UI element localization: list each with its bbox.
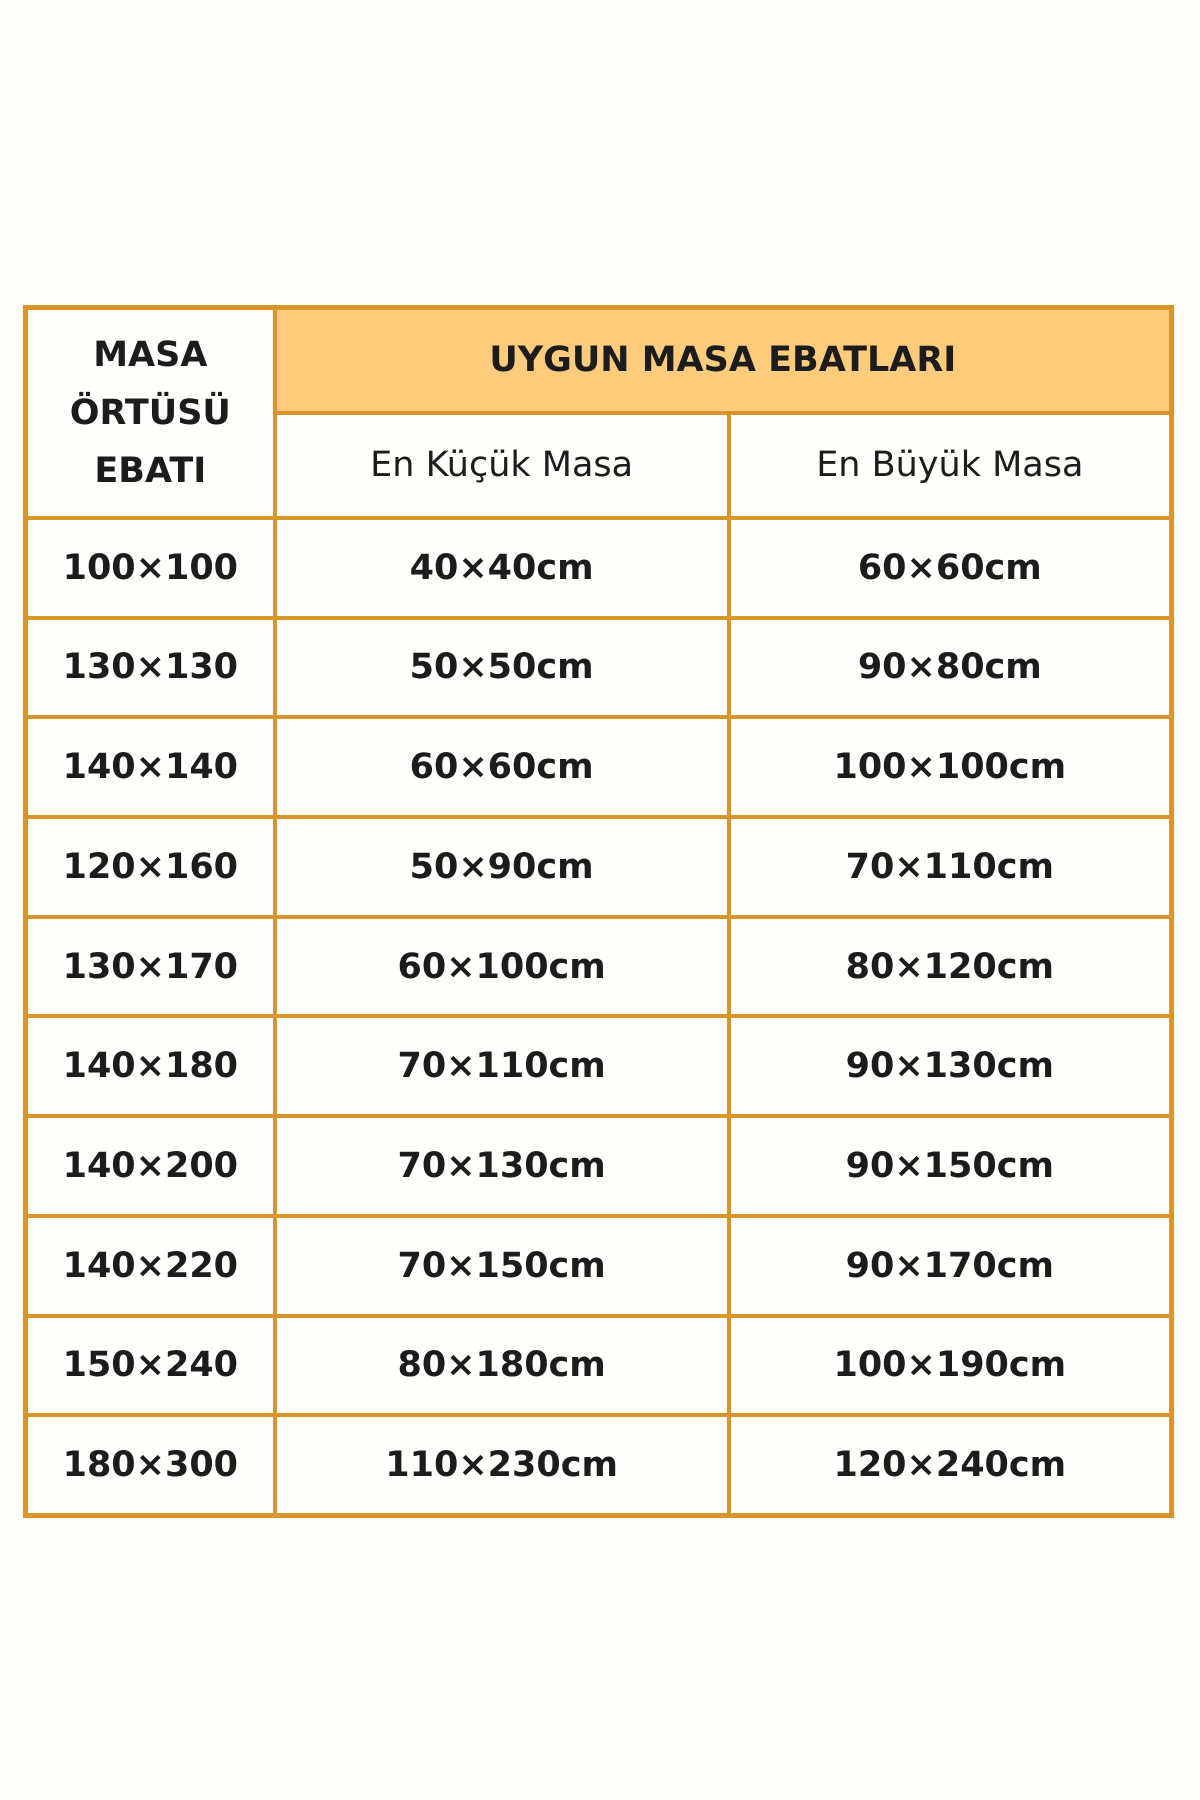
tablecloth-size-cell: 140×200 xyxy=(26,1116,275,1216)
table-row xyxy=(26,817,1172,917)
min-table-header: En Küçük Masa xyxy=(275,413,729,518)
max-table-cell: 100×190cm xyxy=(729,1316,1172,1416)
table-row xyxy=(26,518,1172,618)
min-table-cell: 110×230cm xyxy=(275,1415,729,1515)
corner-header-line-2: ÖRTÜSÜ xyxy=(69,392,231,433)
max-table-cell: 100×100cm xyxy=(729,717,1172,817)
min-table-cell: 60×60cm xyxy=(275,717,729,817)
min-table-cell: 70×150cm xyxy=(275,1216,729,1316)
corner-header-line-1: MASA xyxy=(93,334,208,375)
max-table-cell: 60×60cm xyxy=(729,518,1172,618)
corner-header-line-3: EBATI xyxy=(94,450,207,491)
tablecloth-size-cell: 100×100 xyxy=(26,518,275,618)
max-table-cell: 90×170cm xyxy=(729,1216,1172,1316)
max-table-cell: 120×240cm xyxy=(729,1415,1172,1515)
table-row xyxy=(26,1415,1172,1515)
suitable-table-sizes-header: UYGUN MASA EBATLARI xyxy=(275,308,1172,413)
min-table-cell: 50×50cm xyxy=(275,618,729,718)
min-table-cell: 60×100cm xyxy=(275,917,729,1017)
min-table-cell: 70×110cm xyxy=(275,1016,729,1116)
table-row xyxy=(26,618,1172,718)
table-row xyxy=(26,1116,1172,1216)
tablecloth-size-cell: 150×240 xyxy=(26,1316,275,1416)
table-row xyxy=(26,1016,1172,1116)
max-table-cell: 70×110cm xyxy=(729,817,1172,917)
max-table-header: En Büyük Masa xyxy=(729,413,1172,518)
tablecloth-size-cell: 120×160 xyxy=(26,817,275,917)
max-table-cell: 90×130cm xyxy=(729,1016,1172,1116)
tablecloth-size-cell: 140×220 xyxy=(26,1216,275,1316)
table-row xyxy=(26,1316,1172,1416)
tablecloth-size-cell: 140×180 xyxy=(26,1016,275,1116)
tablecloth-size-cell: 130×170 xyxy=(26,917,275,1017)
tablecloth-size-header xyxy=(26,308,275,518)
tablecloth-size-cell: 180×300 xyxy=(26,1415,275,1515)
min-table-cell: 50×90cm xyxy=(275,817,729,917)
table-row xyxy=(26,717,1172,817)
min-table-cell: 70×130cm xyxy=(275,1116,729,1216)
max-table-cell: 90×150cm xyxy=(729,1116,1172,1216)
tablecloth-size-cell: 130×130 xyxy=(26,618,275,718)
max-table-cell: 80×120cm xyxy=(729,917,1172,1017)
tablecloth-size-cell: 140×140 xyxy=(26,717,275,817)
size-chart-table xyxy=(23,305,1174,1518)
header-row xyxy=(26,308,1172,413)
min-table-cell: 40×40cm xyxy=(275,518,729,618)
table-row xyxy=(26,1216,1172,1316)
min-table-cell: 80×180cm xyxy=(275,1316,729,1416)
max-table-cell: 90×80cm xyxy=(729,618,1172,718)
table-row xyxy=(26,917,1172,1017)
